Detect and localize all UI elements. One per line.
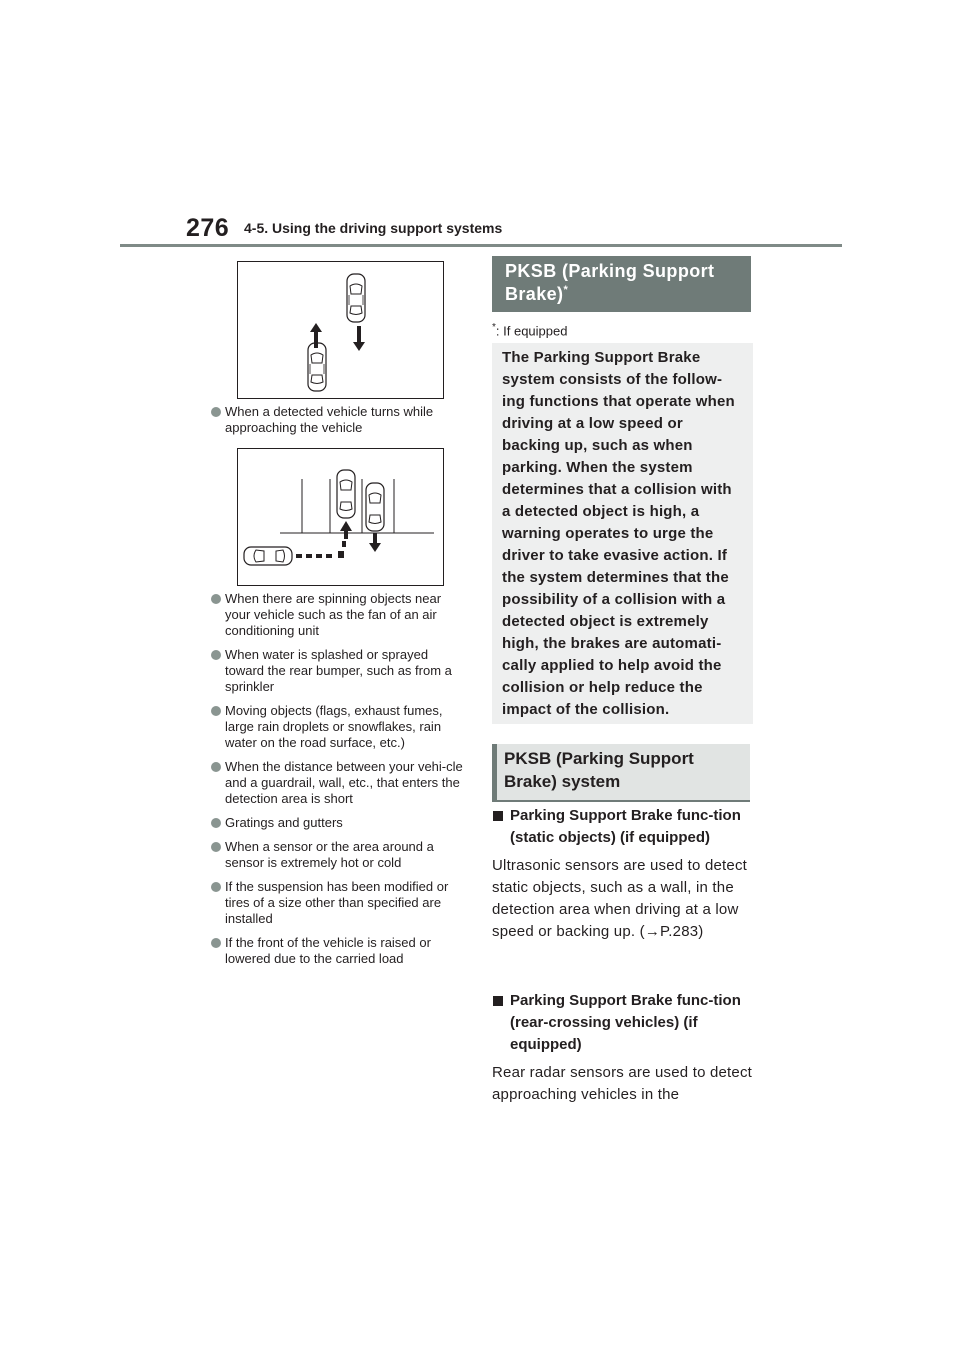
header-divider [120, 244, 842, 247]
car-icon [337, 470, 355, 518]
bullet-icon [211, 594, 221, 604]
list-item-text: When a detected vehicle turns while approaching the vehicle [225, 404, 434, 435]
intro-box [492, 343, 753, 724]
bullet-icon [211, 762, 221, 772]
intro-text: The Parking Support Brake system consists of the follow-ing functions that operate when driving at a low speed or backing up, such as when parking. When the system determines that a collision with a detected object is high, a warning operates to urge the driver to take evasive action. If the system determines that the possibility of a collision with a detected object is extremely high, the brakes are automati-cally applied to help avoid the collision or help reduce the impact of the collision. [502, 349, 735, 718]
bullet-icon [211, 818, 221, 828]
footnote [492, 322, 567, 338]
turning-vehicle-diagram [238, 262, 443, 398]
bullet-icon [211, 938, 221, 948]
pksb-title: PKSB (Parking Support Brake) [505, 261, 715, 304]
list-item-text: When the distance between your vehi-cle and a guardrail, wall, etc., that enters the detection area is short [225, 759, 463, 806]
section-title: 4-5. Using the driving support systems [244, 220, 503, 236]
square-bullet-icon [493, 996, 503, 1006]
list-item [211, 703, 463, 751]
list-item-text: When water is splashed or sprayed toward the rear bumper, such as from a sprinkler [225, 647, 452, 694]
illustration-parking-lot [237, 448, 444, 586]
footnote-marker: * [563, 284, 569, 296]
arrow-up-icon [340, 521, 352, 539]
list-item-text: When a sensor or the area around a sensor is extremely hot or cold [225, 839, 434, 870]
list-item [211, 935, 463, 967]
feature-body: Rear radar sensors are used to detect approaching vehicles in the [492, 1064, 753, 1103]
parking-lines [280, 479, 434, 533]
bullet-icon [211, 650, 221, 660]
bullet-icon [211, 842, 221, 852]
reverse-path-dashed [296, 541, 346, 558]
list-item-text: When there are spinning objects near your vehicle such as the fan of an air conditioning unit [225, 591, 442, 638]
parking-lot-diagram [238, 449, 443, 585]
pksb-section-header [492, 256, 751, 312]
page-number: 276 [186, 214, 230, 242]
list-item-text: If the front of the vehicle is raised or lowered due to the carried load [225, 935, 431, 966]
system-subheader [492, 744, 750, 802]
system-title: PKSB (Parking Support Brake) system [504, 749, 694, 791]
feature-body: Ultrasonic sensors are used to detect static objects, such as a wall, in the detection area when driving at a low speed or backing up. (→P.283) [492, 857, 748, 940]
bullet-icon [211, 882, 221, 892]
bullet-list-conditions [211, 591, 463, 975]
square-bullet-icon [493, 811, 503, 821]
list-item-text: Gratings and gutters [225, 815, 343, 830]
car-icon [347, 274, 365, 322]
bullet-icon [211, 407, 221, 417]
feature-static-objects [492, 805, 754, 943]
arrow-down-icon [369, 533, 381, 552]
subheader-accent-bar [492, 744, 497, 800]
list-item [211, 404, 463, 436]
feature-heading: Parking Support Brake func-tion (static objects) (if equipped) [510, 807, 741, 846]
car-icon [308, 343, 326, 391]
list-item-text: Moving objects (flags, exhaust fumes, large rain droplets or snowflakes, rain water on the road surface, etc.) [225, 703, 443, 750]
list-item [211, 647, 463, 695]
feature-heading: Parking Support Brake func-tion (rear-crossing vehicles) (if equipped) [510, 992, 741, 1053]
bullet-list-turning [211, 404, 463, 436]
car-icon [244, 547, 292, 565]
car-icon [366, 483, 384, 531]
list-item [211, 815, 463, 831]
list-item [211, 759, 463, 807]
list-item [211, 879, 463, 927]
arrow-down-icon [353, 326, 365, 351]
list-item [211, 839, 463, 871]
illustration-turning-vehicle [237, 261, 444, 399]
footnote-star: * [492, 322, 496, 333]
list-item [211, 591, 463, 639]
list-item-text: If the suspension has been modified or tires of a size other than specified are installed [225, 879, 449, 926]
footnote-text: : If equipped [495, 323, 568, 339]
feature-rear-crossing [492, 990, 754, 1106]
bullet-icon [211, 706, 221, 716]
